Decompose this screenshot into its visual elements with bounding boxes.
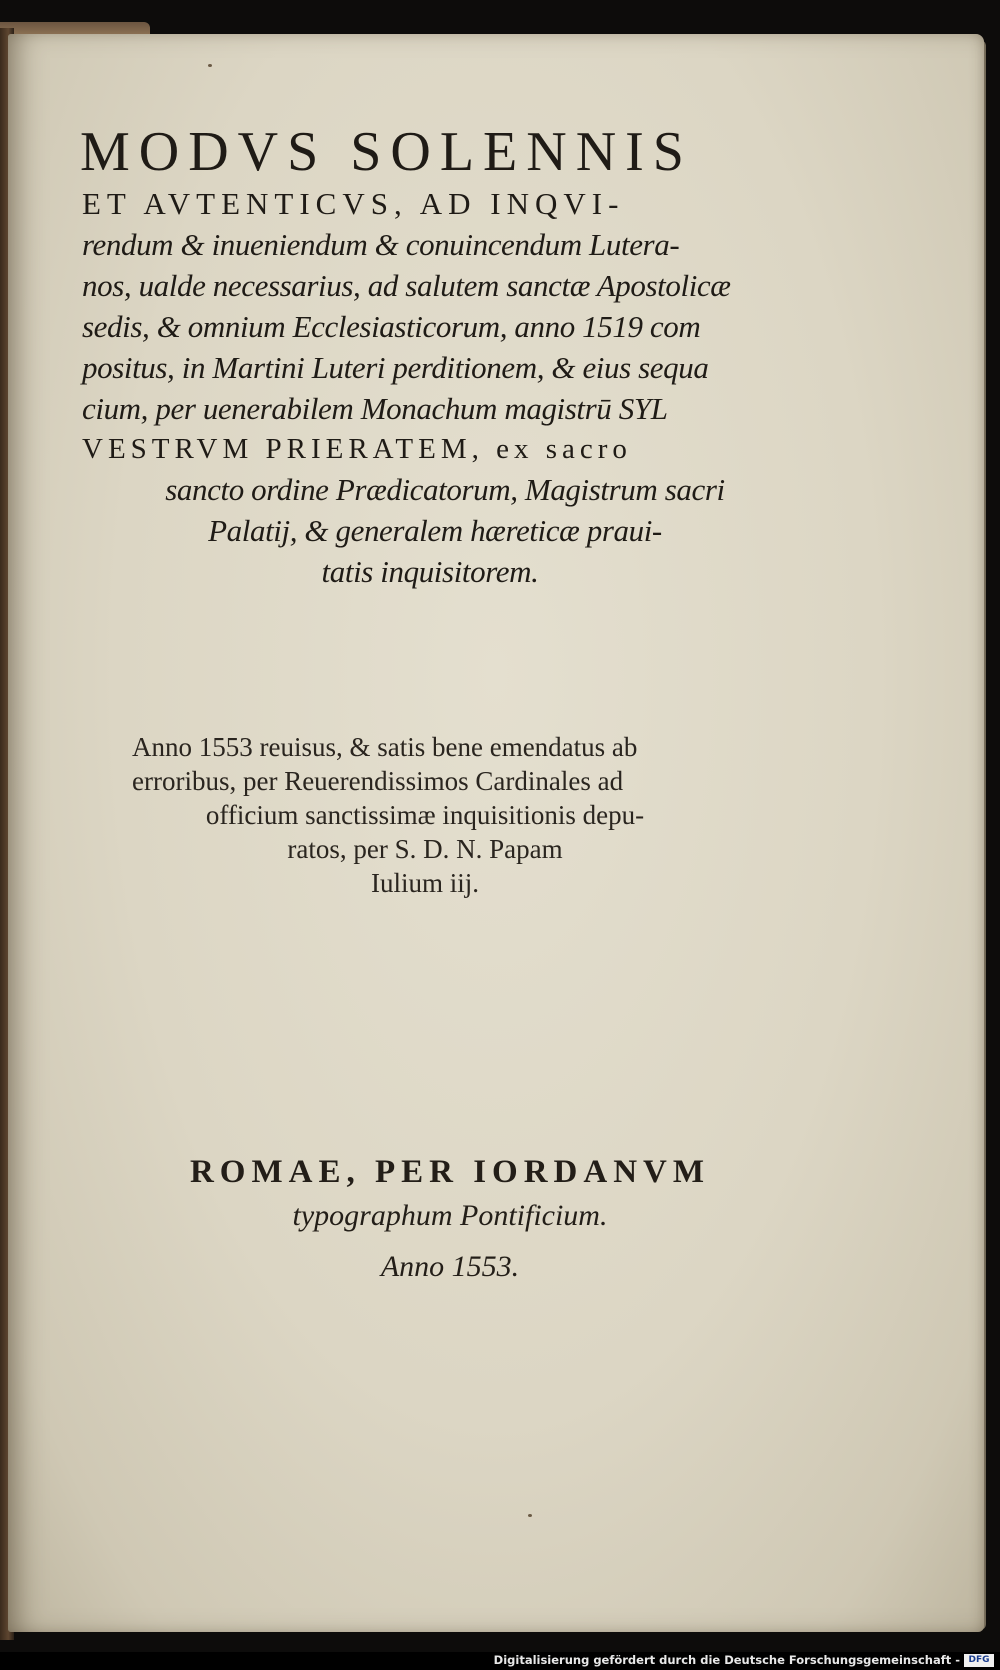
- paper-speck: [208, 64, 212, 67]
- title-line: cium, per uenerabilem Monachum magistrū SYL: [82, 391, 668, 426]
- imprint-year: Anno 1553.: [380, 1250, 520, 1283]
- revision-line: erroribus, per Reuerendissimos Cardinales ad: [132, 766, 624, 796]
- paper-speck: [528, 1514, 532, 1517]
- revision-line: Anno 1553 reuisus, & satis bene emendatus ab: [132, 732, 638, 762]
- title-line: sancto ordine Prædicatorum, Magistrum sacri: [165, 472, 725, 507]
- revision-line: ratos, per S. D. N. Papam: [287, 834, 563, 864]
- title-line: positus, in Martini Luteri perditionem, & eius sequa: [82, 350, 709, 385]
- title-line: tatis inquisitorem.: [321, 554, 539, 589]
- main-title: [70, 120, 780, 592]
- revision-line: officium sanctissimæ inquisitionis depu-: [205, 800, 645, 830]
- title-line: ET AVTENTICVS, AD INQVI-: [82, 186, 625, 221]
- title-line: MODVS SOLENNIS: [80, 121, 693, 183]
- revision-line: Iulium iij.: [371, 868, 479, 898]
- imprint-printer: typographum Pontificium.: [292, 1199, 608, 1232]
- title-line: rendum & inueniendum & conuincendum Lutera-: [82, 227, 680, 262]
- imprint-place: ROMAE, PER IORDANVM: [189, 1154, 711, 1190]
- funding-credit: Digitalisierung gefördert durch die Deutsche Forschungsgemeinschaft -: [493, 1653, 960, 1667]
- title-line: VESTRVM PRIERATEM, ex sacro: [82, 433, 632, 465]
- title-line: sedis, & omnium Ecclesiasticorum, anno 1519 com: [82, 309, 701, 344]
- revision-note: [120, 730, 730, 900]
- title-line: nos, ualde necessarius, ad salutem sanctæ Apostolicæ: [82, 268, 731, 303]
- imprint: [150, 1150, 750, 1296]
- title-line: Palatij, & generalem hæreticæ praui-: [208, 513, 662, 548]
- dfg-logo: DFG: [964, 1654, 994, 1667]
